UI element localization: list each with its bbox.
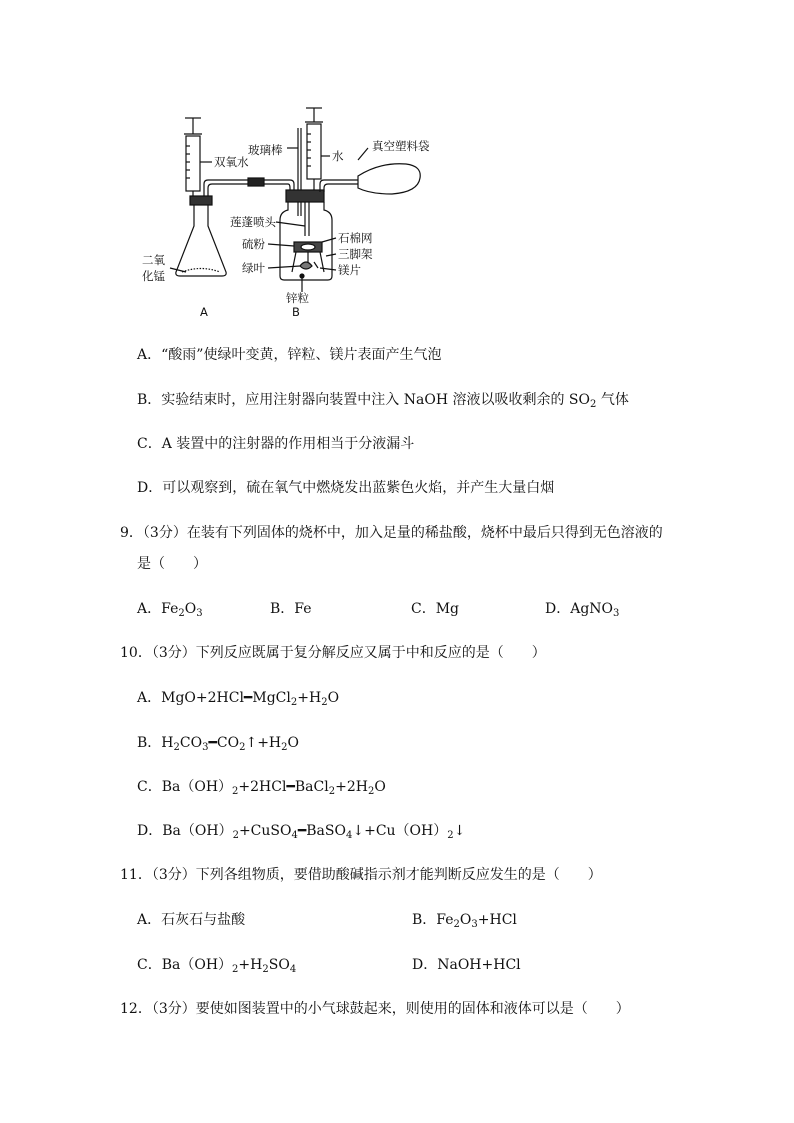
subscript: 3 [613, 608, 620, 619]
subscript: 3 [202, 742, 209, 753]
q11-option-d [412, 956, 521, 974]
formula-part: +H [238, 957, 263, 973]
label-magnesium-piece: 镁片 [338, 263, 361, 277]
q11-option-a [137, 911, 245, 929]
option-letter: C． [137, 436, 162, 452]
apparatus-figure [130, 96, 450, 326]
subscript: 2 [232, 830, 239, 841]
formula-part: MgO+2HCl━MgCl [161, 690, 291, 706]
q9-stem-line2: 是（ ） [137, 556, 207, 572]
formula-part: +H [297, 690, 322, 706]
q9-option-d [545, 600, 619, 618]
option-letter: D． [137, 480, 163, 496]
formula-part: Fe [436, 912, 454, 928]
formula-part: ↑+H [245, 735, 282, 751]
option-letter: B． [270, 601, 295, 617]
subscript: 3 [196, 608, 203, 619]
option-text: 石灰石与盐酸 [161, 912, 246, 928]
q8-option-a [137, 346, 441, 364]
option-letter: B． [137, 392, 162, 408]
formula-part: AgNO [570, 601, 614, 617]
q11-options-row1 [137, 911, 657, 929]
subscript: 2 [367, 786, 375, 797]
subscript: 2 [328, 786, 336, 797]
q8-option-b [137, 391, 629, 409]
subscript: 2 [590, 399, 597, 410]
label-green-leaf: 绿叶 [242, 261, 265, 275]
label-glass-rod: 玻璃棒 [248, 143, 283, 157]
q9-option-a [137, 600, 203, 618]
label-sulfur-powder: 硫粉 [242, 237, 265, 251]
formula-part: Fe [161, 601, 179, 617]
subscript: 4 [291, 830, 298, 841]
option-text: 可以观察到，硫在氧气中燃烧发出蓝紫色火焰，并产生大量白烟 [162, 480, 555, 496]
label-tripod: 三脚架 [338, 247, 373, 261]
q9-option-b [270, 600, 312, 618]
q11-options-row2 [137, 956, 657, 974]
label-double-oxygen-water: 双氧水 [214, 155, 249, 169]
formula-part: ━BaSO [297, 823, 346, 839]
subscript: 3 [471, 919, 478, 930]
formula-part: +CuSO [238, 823, 292, 839]
q10-stem: 10．（3分）下列反应既属于复分解反应又属于中和反应的是（ ） [120, 645, 546, 661]
formula-part: ↓ [453, 823, 466, 839]
option-text: 实验结束时，应用注射器向装置中注入 NaOH 溶液以吸收剩余的 SO [161, 392, 590, 408]
formula-part: CO [179, 735, 203, 751]
option-text: “酸雨”使绿叶变黄，锌粒、镁片表面产生气泡 [161, 347, 442, 363]
formula-part: +HCl [477, 912, 517, 928]
option-letter: A． [137, 690, 162, 706]
option-letter: A． [137, 601, 162, 617]
subscript: 2 [290, 697, 298, 708]
q9-option-c [411, 600, 459, 618]
option-text: A 装置中的注射器的作用相当于分液漏斗 [161, 436, 415, 452]
option-letter: A． [137, 912, 162, 928]
formula-part: SO [268, 957, 290, 973]
option-letter: C． [137, 779, 162, 795]
formula-part: +2H [335, 779, 368, 795]
subscript: 2 [232, 964, 239, 975]
label-water: 水 [332, 149, 344, 163]
label-b: B [292, 305, 300, 319]
label-asbestos-net: 石棉网 [338, 231, 373, 245]
formula-part: +2HCl━BaCl [238, 779, 329, 795]
subscript: 2 [239, 742, 246, 753]
option-letter: B． [137, 735, 162, 751]
q9-stem-line1: 9．（3分）在装有下列固体的烧杯中，加入足量的稀盐酸，烧杯中最后只得到无色溶液的 [120, 525, 663, 541]
formula-part: Mg [435, 601, 460, 617]
formula-part: O [459, 912, 472, 928]
q12-stem: 12．（3分）要使如图装置中的小气球鼓起来，则使用的固体和液体可以是（ ） [120, 1001, 630, 1017]
formula-part: ━CO [208, 735, 240, 751]
subscript: 4 [345, 830, 353, 841]
q10-option-c [137, 778, 386, 796]
subscript: 2 [232, 786, 239, 797]
formula-part: ↓+Cu（OH） [352, 823, 448, 839]
q8-option-c [137, 435, 414, 453]
subscript: 2 [173, 742, 180, 753]
subscript: 2 [321, 697, 328, 708]
q9-options [137, 600, 677, 618]
apparatus-diagram [130, 96, 450, 326]
option-letter: D． [137, 823, 163, 839]
q11-option-c [137, 956, 296, 974]
q10-option-d [137, 822, 465, 840]
q11-stem: 11．（3分）下列各组物质，要借助酸碱指示剂才能判断反应发生的是（ ） [120, 867, 602, 883]
formula-part: H [161, 735, 174, 751]
label-mno2-line2: 化锰 [142, 269, 165, 283]
formula-part: NaOH+HCl [437, 957, 521, 973]
formula-part: Ba（OH） [162, 823, 233, 839]
formula-part: Ba（OH） [161, 957, 233, 973]
label-a: A [200, 305, 208, 319]
q11-option-b [412, 911, 517, 929]
label-mno2-line1: 二氧 [142, 253, 165, 267]
subscript: 4 [289, 964, 297, 975]
q10-option-b [137, 734, 299, 752]
label-lotus-nozzle: 莲蓬喷头 [230, 215, 276, 229]
subscript: 2 [178, 608, 185, 619]
q10-option-a [137, 689, 339, 707]
subscript: 2 [447, 830, 454, 841]
formula-part: O [374, 779, 386, 795]
option-letter: D． [412, 957, 438, 973]
option-text-tail: 气体 [596, 392, 629, 408]
subscript: 2 [262, 964, 269, 975]
formula-part: O [287, 735, 299, 751]
option-letter: B． [412, 912, 437, 928]
formula-part: O [184, 601, 197, 617]
option-letter: C． [137, 957, 162, 973]
label-zinc-granule: 锌粒 [286, 291, 309, 305]
formula-part: O [327, 690, 340, 706]
q8-option-d [137, 479, 554, 497]
option-letter: A． [137, 347, 162, 363]
option-letter: C． [411, 601, 436, 617]
subscript: 2 [453, 919, 460, 930]
label-vacuum-bag: 真空塑料袋 [372, 139, 430, 153]
formula-part: Ba（OH） [161, 779, 233, 795]
subscript: 2 [281, 742, 288, 753]
formula-part: Fe [294, 601, 312, 617]
option-letter: D． [545, 601, 571, 617]
